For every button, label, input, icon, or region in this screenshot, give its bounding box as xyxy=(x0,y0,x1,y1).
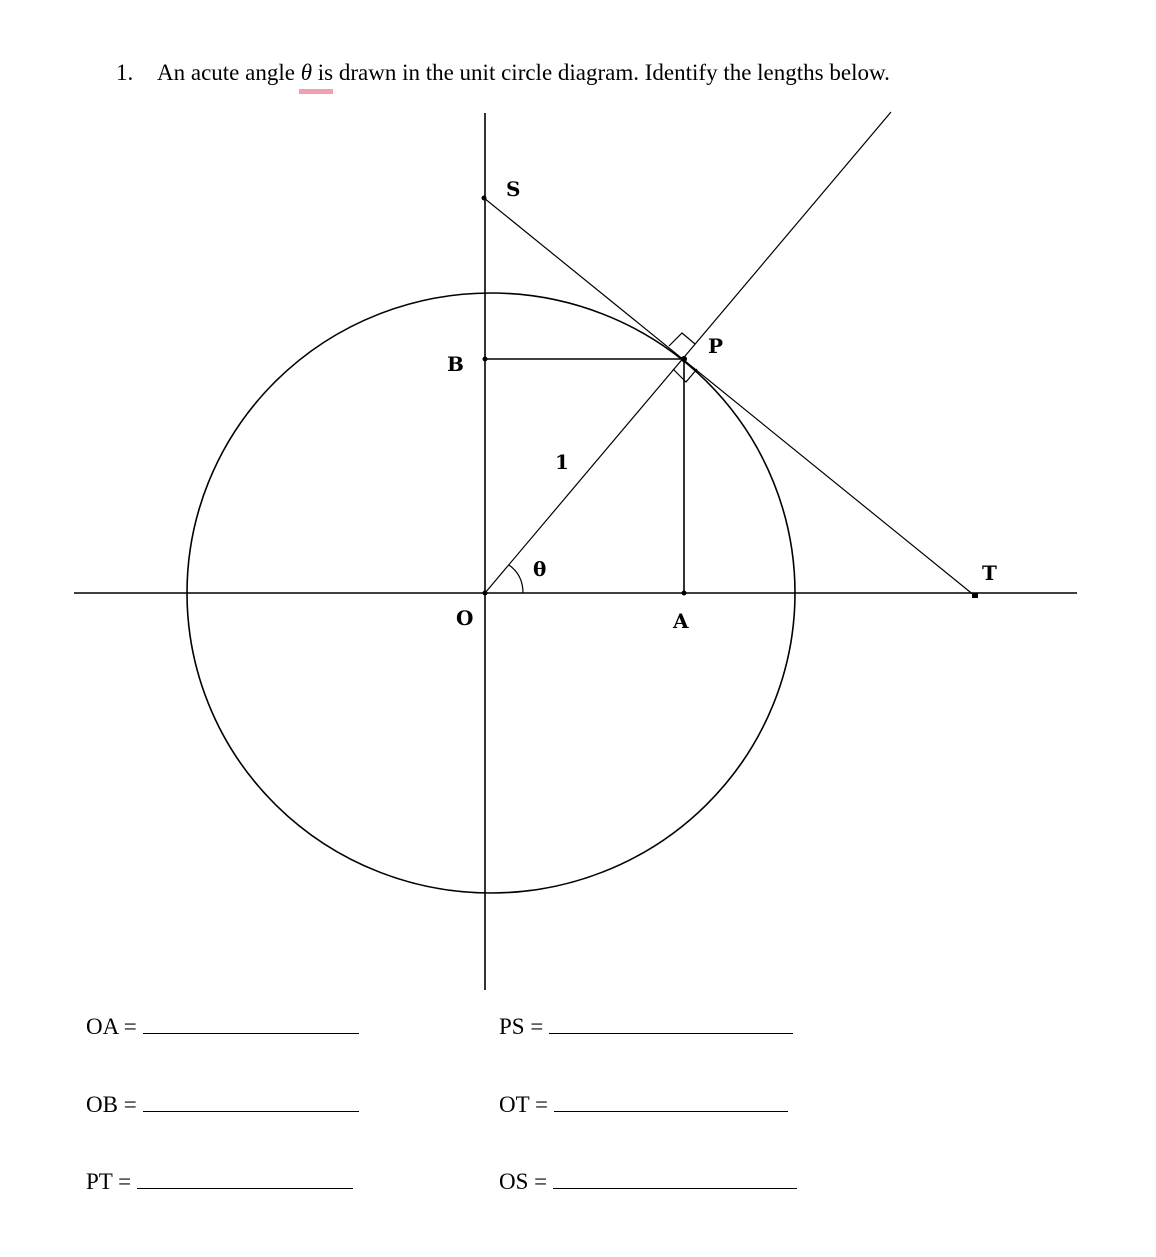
answer-oa-blank[interactable] xyxy=(143,1013,359,1034)
answer-ps-blank[interactable] xyxy=(549,1013,793,1034)
answer-ob xyxy=(86,1091,359,1118)
point-o xyxy=(483,591,488,596)
label-one: 1 xyxy=(555,450,569,474)
answer-os-blank[interactable] xyxy=(553,1168,797,1189)
theta-symbol: θ xyxy=(300,60,312,85)
label-a: A xyxy=(673,609,689,633)
label-o: O xyxy=(456,606,474,630)
answer-ob-blank[interactable] xyxy=(143,1091,359,1112)
angle-arc-theta xyxy=(509,565,523,593)
answer-ot-blank[interactable] xyxy=(554,1091,788,1112)
terminal-ray xyxy=(485,112,891,593)
answer-ps-label: PS = xyxy=(499,1014,544,1039)
right-angle-mark-upper xyxy=(669,333,695,346)
answer-os xyxy=(499,1168,797,1195)
right-angle-mark-lower xyxy=(673,369,697,382)
question-number: 1. xyxy=(116,60,134,85)
point-s xyxy=(482,196,487,201)
label-p: P xyxy=(708,334,724,358)
tangent-line-st xyxy=(484,198,975,596)
point-a xyxy=(682,591,687,596)
answer-ob-label: OB = xyxy=(86,1092,137,1117)
answer-pt-blank[interactable] xyxy=(137,1168,353,1189)
answer-os-label: OS = xyxy=(499,1169,548,1194)
label-s: S xyxy=(506,177,521,201)
question-text-before: An acute angle xyxy=(157,60,301,85)
label-t: T xyxy=(982,561,997,585)
question-text-after: drawn in the unit circle diagram. Identify the lengths below. xyxy=(333,60,890,85)
label-theta: θ xyxy=(533,557,547,581)
spellcheck-word-is: is xyxy=(317,60,334,85)
answer-ps xyxy=(499,1013,793,1040)
point-b xyxy=(483,357,488,362)
label-b: B xyxy=(447,352,464,376)
answer-ot-label: OT = xyxy=(499,1092,548,1117)
point-t xyxy=(972,593,978,598)
answer-oa-label: OA = xyxy=(86,1014,137,1039)
answer-ot xyxy=(499,1091,788,1118)
answer-pt xyxy=(86,1168,353,1195)
point-p xyxy=(681,356,687,362)
answer-oa xyxy=(86,1013,359,1040)
answer-pt-label: PT = xyxy=(86,1169,132,1194)
